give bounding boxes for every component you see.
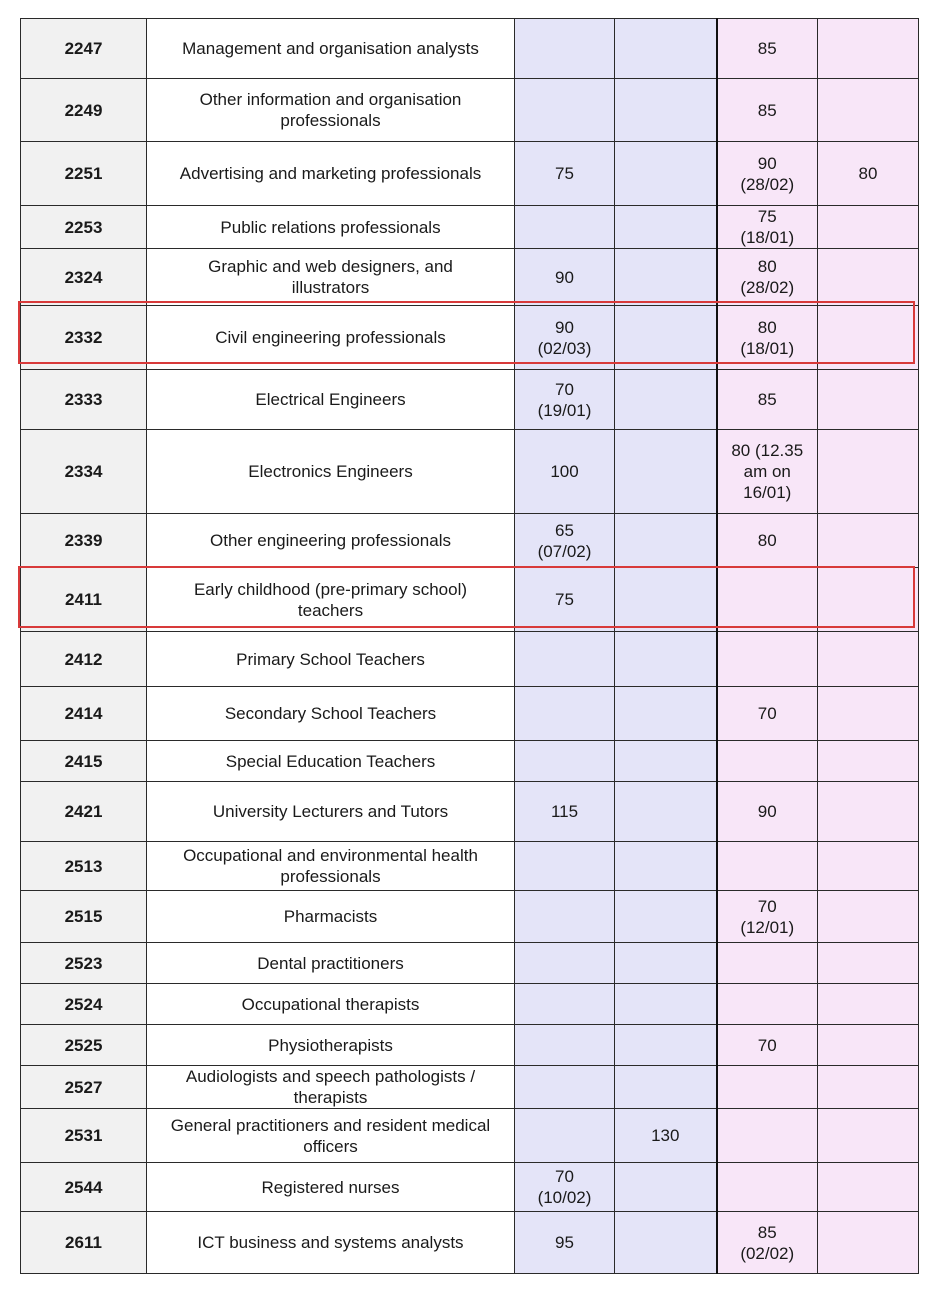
value-cell-col2	[615, 142, 717, 206]
occupation-code-cell	[21, 19, 147, 79]
table-row	[21, 1025, 919, 1066]
value-cell-col4	[818, 1109, 919, 1163]
occupation-code-text: 2332	[64, 328, 103, 347]
occupation-code-text: 2324	[64, 267, 103, 287]
value-cell-col3	[717, 568, 818, 632]
value-cell-col3	[717, 19, 818, 79]
value-cell-col1	[515, 19, 615, 79]
value-cell-col1	[515, 1066, 615, 1109]
value-cell-col3	[717, 943, 818, 984]
value-text-col3: 80 (28/02)	[740, 257, 795, 297]
value-cell-col1	[515, 514, 615, 568]
value-text-col1: 70 (19/01)	[537, 379, 592, 420]
occupation-code-text: 2251	[64, 164, 103, 183]
value-cell-col3	[717, 632, 818, 687]
value-cell-col4	[818, 687, 919, 741]
value-cell-col4	[818, 249, 919, 306]
value-text-col1: 95	[555, 1233, 574, 1252]
value-cell-col4	[818, 943, 919, 984]
value-text-col3: 90	[757, 802, 777, 821]
occupation-name-text: Registered nurses	[261, 1177, 400, 1197]
occupation-name-text: Other engineering professionals	[210, 531, 451, 550]
occupation-code-text: 2334	[64, 462, 103, 481]
table-row	[21, 1109, 919, 1163]
value-cell-col3	[717, 430, 818, 514]
occupation-code-text: 2611	[65, 1233, 102, 1252]
value-cell-col4	[818, 842, 919, 891]
value-cell-col1	[515, 687, 615, 741]
table-row	[21, 19, 919, 79]
occupation-name-text: Occupational and environmental health professionals	[183, 846, 478, 886]
value-text-col1: 100	[550, 462, 579, 481]
value-cell-col4	[818, 632, 919, 687]
value-cell-col4	[818, 1163, 919, 1212]
value-cell-col3	[717, 514, 818, 568]
occupation-code-text: 2339	[64, 531, 103, 550]
table-row	[21, 370, 919, 430]
value-cell-col1	[515, 206, 615, 249]
value-text-col3: 70 (12/01)	[740, 896, 795, 937]
value-cell-col2	[615, 984, 717, 1025]
occupation-code-cell	[21, 249, 147, 306]
occupation-code-cell	[21, 1025, 147, 1066]
occupation-name-text: General practitioners and resident medical officers	[170, 1115, 491, 1156]
value-text-col3: 85	[757, 39, 777, 58]
occupation-name-text: ICT business and systems analysts	[197, 1233, 464, 1252]
occupation-code-cell	[21, 514, 147, 568]
occupation-name-cell	[147, 568, 515, 632]
value-cell-col2	[615, 430, 717, 514]
occupation-name-cell	[147, 943, 515, 984]
occupation-name-text: Civil engineering professionals	[215, 328, 446, 347]
occupation-name-text: Electronics Engineers	[248, 462, 413, 481]
occupation-code-text: 2527	[64, 1077, 103, 1097]
occupation-name-cell	[147, 1066, 515, 1109]
table-row	[21, 687, 919, 741]
value-text-col3: 80 (18/01)	[740, 317, 795, 358]
value-cell-col1	[515, 370, 615, 430]
occupation-name-text: Audiologists and speech pathologists / therapists	[185, 1067, 476, 1107]
value-cell-col4	[818, 19, 919, 79]
occupation-table	[20, 18, 919, 1274]
occupation-name-text: Advertising and marketing professionals	[179, 164, 482, 183]
value-cell-col1	[515, 1163, 615, 1212]
value-text-col1: 90	[555, 267, 574, 287]
table-row	[21, 568, 919, 632]
value-text-col2: 130	[651, 1126, 680, 1145]
value-cell-col2	[615, 842, 717, 891]
table-row	[21, 741, 919, 782]
value-cell-col2	[615, 1212, 717, 1274]
occupation-name-cell	[147, 632, 515, 687]
value-cell-col2	[615, 514, 717, 568]
occupation-name-text: Public relations professionals	[220, 217, 441, 237]
occupation-name-cell	[147, 19, 515, 79]
occupation-name-cell	[147, 79, 515, 142]
occupation-name-cell	[147, 741, 515, 782]
occupation-name-text: Graphic and web designers, and illustrators	[208, 257, 453, 297]
occupation-code-text: 2333	[64, 390, 103, 409]
occupation-code-cell	[21, 782, 147, 842]
value-cell-col3	[717, 687, 818, 741]
value-text-col3: 90 (28/02)	[740, 153, 795, 194]
occupation-code-text: 2411	[65, 590, 102, 609]
occupation-name-text: Special Education Teachers	[225, 751, 436, 771]
occupation-name-cell	[147, 306, 515, 370]
value-cell-col3	[717, 306, 818, 370]
occupation-code-cell	[21, 984, 147, 1025]
value-cell-col4	[818, 1212, 919, 1274]
occupation-name-text: University Lecturers and Tutors	[212, 802, 449, 821]
occupation-code-cell	[21, 306, 147, 370]
occupation-code-cell	[21, 1212, 147, 1274]
occupation-name-text: Physiotherapists	[268, 1035, 393, 1055]
occupation-code-cell	[21, 430, 147, 514]
value-cell-col3	[717, 206, 818, 249]
value-text-col1: 115	[550, 802, 579, 821]
occupation-name-cell	[147, 1025, 515, 1066]
value-cell-col2	[615, 1109, 717, 1163]
occupation-name-text: Secondary School Teachers	[224, 704, 437, 723]
occupation-name-text: Pharmacists	[283, 907, 378, 926]
value-cell-col3	[717, 891, 818, 943]
occupation-code-cell	[21, 142, 147, 206]
occupation-name-cell	[147, 891, 515, 943]
value-cell-col3	[717, 1025, 818, 1066]
value-cell-col2	[615, 249, 717, 306]
value-text-col4: 80	[858, 164, 878, 183]
table-row	[21, 891, 919, 943]
value-text-col3: 70	[757, 704, 777, 723]
value-text-col1: 90 (02/03)	[537, 317, 592, 358]
table-row	[21, 782, 919, 842]
value-cell-col3	[717, 1212, 818, 1274]
value-cell-col4	[818, 568, 919, 632]
value-cell-col4	[818, 142, 919, 206]
occupation-name-cell	[147, 206, 515, 249]
value-cell-col1	[515, 943, 615, 984]
value-cell-col2	[615, 741, 717, 782]
occupation-code-text: 2414	[64, 704, 103, 723]
occupation-name-text: Early childhood (pre-primary school) teachers	[193, 579, 468, 620]
occupation-name-text: Occupational therapists	[241, 994, 420, 1014]
occupation-code-cell	[21, 687, 147, 741]
table-row	[21, 306, 919, 370]
occupation-name-cell	[147, 249, 515, 306]
value-cell-col1	[515, 249, 615, 306]
value-cell-col3	[717, 79, 818, 142]
value-cell-col1	[515, 1109, 615, 1163]
value-cell-col2	[615, 891, 717, 943]
table-row	[21, 984, 919, 1025]
occupation-code-text: 2513	[64, 856, 103, 876]
occupation-code-text: 2253	[64, 217, 103, 237]
value-cell-col4	[818, 1025, 919, 1066]
table-row	[21, 842, 919, 891]
occupation-code-cell	[21, 741, 147, 782]
occupation-name-cell	[147, 842, 515, 891]
occupation-name-cell	[147, 430, 515, 514]
table-row	[21, 430, 919, 514]
value-cell-col1	[515, 782, 615, 842]
value-cell-col4	[818, 984, 919, 1025]
value-cell-col2	[615, 19, 717, 79]
occupation-code-cell	[21, 370, 147, 430]
occupation-name-text: Electrical Engineers	[255, 390, 406, 409]
value-cell-col2	[615, 1163, 717, 1212]
value-cell-col2	[615, 943, 717, 984]
value-cell-col4	[818, 782, 919, 842]
value-cell-col3	[717, 1066, 818, 1109]
value-cell-col3	[717, 370, 818, 430]
occupation-code-text: 2523	[64, 953, 103, 973]
value-cell-col2	[615, 1025, 717, 1066]
occupation-code-text: 2531	[64, 1126, 103, 1145]
value-cell-col1	[515, 891, 615, 943]
value-text-col3: 80	[757, 531, 777, 550]
value-cell-col1	[515, 79, 615, 142]
value-cell-col1	[515, 430, 615, 514]
table-row	[21, 1066, 919, 1109]
occupation-name-cell	[147, 1109, 515, 1163]
value-cell-col3	[717, 984, 818, 1025]
occupation-code-cell	[21, 1066, 147, 1109]
occupation-code-cell	[21, 79, 147, 142]
value-cell-col1	[515, 306, 615, 370]
occupation-name-text: Primary School Teachers	[236, 649, 425, 669]
occupation-name-cell	[147, 782, 515, 842]
occupation-code-text: 2415	[64, 751, 103, 771]
table-row	[21, 514, 919, 568]
value-text-col3: 85 (02/02)	[740, 1222, 795, 1263]
value-cell-col4	[818, 514, 919, 568]
value-text-col3: 85	[757, 100, 777, 120]
occupation-code-cell	[21, 1109, 147, 1163]
occupation-name-text: Dental practitioners	[257, 953, 404, 973]
value-text-col3: 75 (18/01)	[740, 207, 795, 247]
value-cell-col1	[515, 1025, 615, 1066]
table-row	[21, 206, 919, 249]
occupation-code-text: 2524	[64, 994, 103, 1014]
occupation-name-cell	[147, 984, 515, 1025]
value-cell-col2	[615, 687, 717, 741]
occupation-code-text: 2421	[64, 802, 103, 821]
occupation-name-cell	[147, 370, 515, 430]
value-text-col1: 75	[555, 164, 574, 183]
value-text-col1: 65 (07/02)	[537, 520, 592, 561]
value-cell-col3	[717, 142, 818, 206]
value-cell-col1	[515, 632, 615, 687]
value-cell-col4	[818, 370, 919, 430]
table-row	[21, 632, 919, 687]
value-cell-col2	[615, 206, 717, 249]
occupation-code-cell	[21, 206, 147, 249]
occupation-name-cell	[147, 514, 515, 568]
occupation-name-cell	[147, 687, 515, 741]
value-text-col3: 85	[757, 390, 777, 409]
occupation-code-cell	[21, 1163, 147, 1212]
value-text-col3: 80 (12.35 am on 16/01)	[731, 441, 804, 502]
value-cell-col1	[515, 142, 615, 206]
occupation-name-cell	[147, 142, 515, 206]
table-row	[21, 1163, 919, 1212]
value-cell-col2	[615, 79, 717, 142]
table-row	[21, 142, 919, 206]
value-cell-col3	[717, 741, 818, 782]
occupation-code-text: 2412	[64, 649, 103, 669]
value-cell-col2	[615, 782, 717, 842]
table-row	[21, 249, 919, 306]
value-cell-col1	[515, 842, 615, 891]
table-row	[21, 943, 919, 984]
value-cell-col1	[515, 1212, 615, 1274]
value-cell-col4	[818, 206, 919, 249]
value-cell-col2	[615, 370, 717, 430]
value-cell-col2	[615, 1066, 717, 1109]
occupation-name-text: Management and organisation analysts	[182, 39, 479, 58]
value-text-col3: 70	[757, 1035, 777, 1055]
value-cell-col3	[717, 1163, 818, 1212]
value-cell-col1	[515, 568, 615, 632]
occupation-code-cell	[21, 891, 147, 943]
value-cell-col4	[818, 891, 919, 943]
occupation-code-text: 2525	[64, 1035, 103, 1055]
value-cell-col3	[717, 782, 818, 842]
table-row	[21, 79, 919, 142]
occupation-code-text: 2515	[64, 907, 103, 926]
occupation-name-cell	[147, 1163, 515, 1212]
occupation-code-cell	[21, 568, 147, 632]
occupation-code-cell	[21, 842, 147, 891]
occupation-code-text: 2544	[64, 1177, 103, 1197]
occupation-name-text: Other information and organisation professionals	[199, 90, 462, 130]
occupation-name-cell	[147, 1212, 515, 1274]
value-cell-col3	[717, 1109, 818, 1163]
value-cell-col4	[818, 306, 919, 370]
value-cell-col4	[818, 1066, 919, 1109]
table-row	[21, 1212, 919, 1274]
table-body	[21, 19, 919, 1274]
value-cell-col1	[515, 741, 615, 782]
value-cell-col4	[818, 79, 919, 142]
value-cell-col1	[515, 984, 615, 1025]
value-cell-col2	[615, 306, 717, 370]
value-cell-col4	[818, 741, 919, 782]
occupation-code-cell	[21, 943, 147, 984]
value-cell-col3	[717, 249, 818, 306]
value-cell-col4	[818, 430, 919, 514]
occupation-code-text: 2247	[64, 39, 103, 58]
value-cell-col3	[717, 842, 818, 891]
occupation-code-text: 2249	[64, 100, 103, 120]
value-cell-col2	[615, 568, 717, 632]
value-text-col1: 70 (10/02)	[537, 1167, 592, 1207]
value-text-col1: 75	[555, 590, 574, 609]
value-cell-col2	[615, 632, 717, 687]
occupation-code-cell	[21, 632, 147, 687]
